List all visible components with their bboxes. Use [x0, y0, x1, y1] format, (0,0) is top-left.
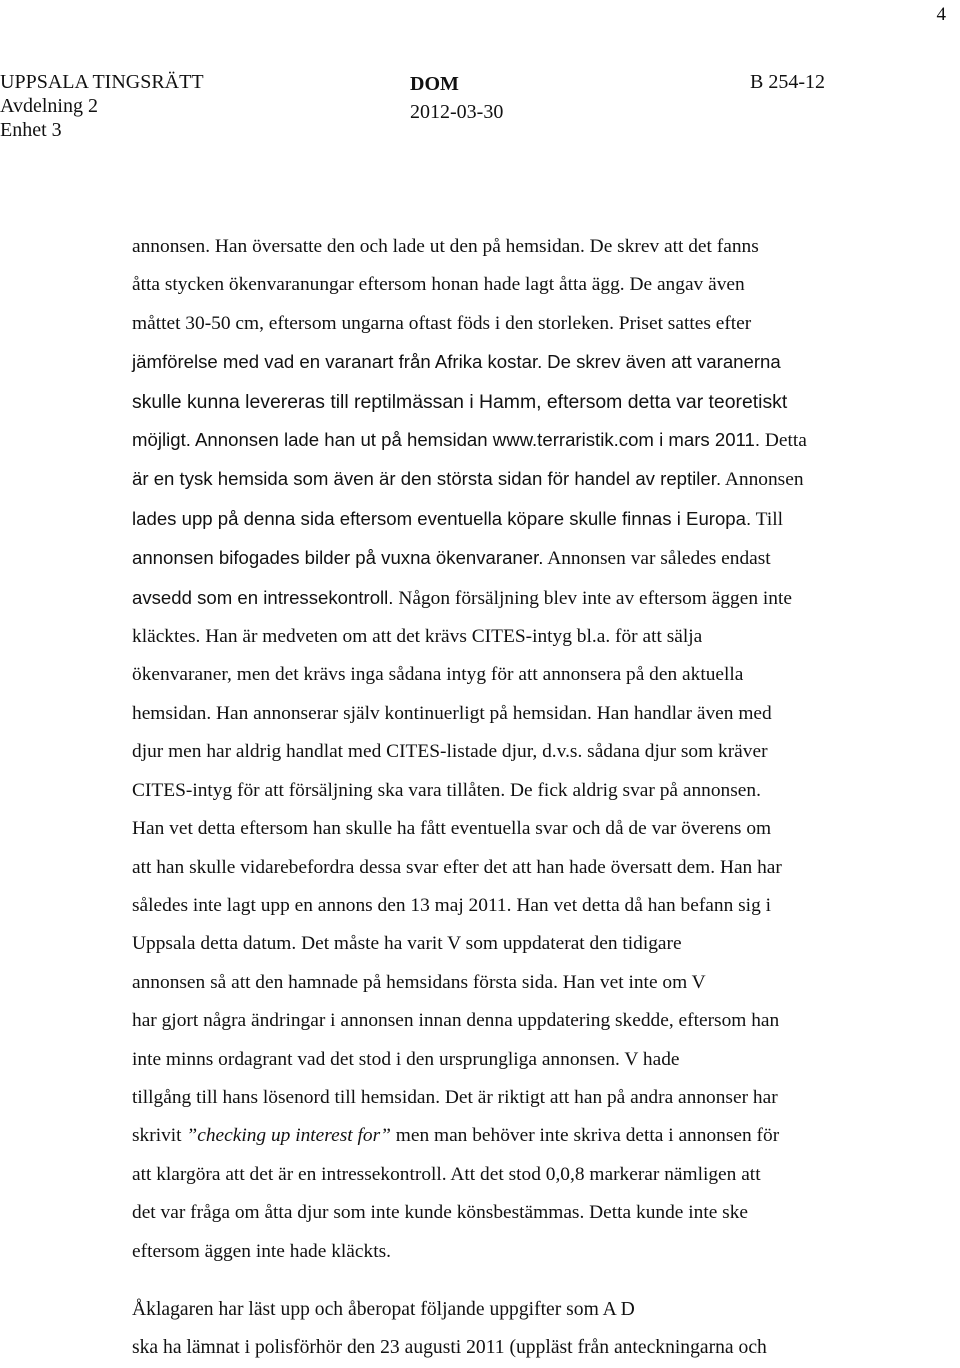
body-line: hemsidan. Han annonserar själv kontinuerligt på hemsidan. Han handlar även med — [132, 702, 772, 724]
body-line: djur men har aldrig handlat med CITES-listade djur, d.v.s. sådana djur som kräver — [132, 741, 768, 763]
body-line: det var fråga om åtta djur som inte kunde könsbestämmas. Detta kunde inte ske — [132, 1202, 749, 1224]
body-line-segment: kläcktes. Han är medveten om att det krävs CITES-intyg bl.a. — [132, 626, 611, 648]
document-type-header — [410, 70, 503, 126]
body-line-segment: De skrev även att varanerna — [547, 351, 781, 373]
body-paragraph — [132, 228, 892, 1271]
body-line: annonsen. Han översatte den och lade ut den på hemsidan. De skrev att det fanns — [132, 236, 759, 257]
body-line: inte minns ordagrant vad det stod i den ursprungliga annonsen. V hade — [132, 1048, 680, 1070]
body-line — [132, 421, 892, 460]
body-line — [132, 500, 892, 539]
body-line: CITES-intyg för att försäljning ska vara tillåten. De fick aldrig svar på annonsen. — [132, 779, 761, 801]
body-line — [132, 343, 892, 382]
quoted-phrase: ”checking up interest for” — [186, 1125, 391, 1147]
document-type: DOM — [410, 73, 459, 95]
body-line: har gjort några ändringar i annonsen innan denna uppdatering skedde, eftersom han — [132, 1010, 780, 1032]
body-line: Han vet detta eftersom han skulle ha fått eventuella svar och då de var överens om — [132, 818, 772, 840]
body-line-segment: Annonsen var således endast — [547, 548, 771, 570]
body-line-segment: möjligt. Annonsen lade han ut på hemsidan www.terraristik.com i mars 2011. — [132, 429, 761, 451]
bottom-line: ska ha lämnat i polisförhör den 23 augusti 2011 (uppläst från anteckningarna och — [132, 1337, 767, 1359]
court-header — [0, 70, 204, 142]
court-division: Avdelning 2 — [0, 95, 98, 117]
bottom-line: Åklagaren har läst upp och åberopat följande uppgifter som A D — [132, 1299, 635, 1320]
body-line — [132, 579, 892, 618]
body-line-segment: avsedd som en intressekontroll. — [132, 586, 394, 608]
body-line — [132, 1117, 892, 1155]
body-line-segment: lades upp på denna sida eftersom eventuella köpare skulle finnas i Europa. — [132, 507, 752, 529]
body-line-segment: men man behöver inte skriva detta i annonsen för — [395, 1125, 780, 1147]
body-line: annonsen så att den hamnade på hemsidans första sida. Han vet inte om V — [132, 971, 706, 993]
body-line — [132, 618, 892, 656]
body-line: åtta stycken ökenvaranungar eftersom honan hade lagt åtta ägg. De angav även — [132, 274, 745, 296]
body-line-segment: Annonsen — [724, 469, 804, 491]
body-line: ökenvaraner, men det krävs inga sådana intyg för att annonsera på den aktuella — [132, 664, 744, 686]
body-line-segment: Till — [755, 508, 783, 530]
body-line-segment: skrivit — [132, 1125, 182, 1147]
body-line — [132, 539, 892, 578]
bottom-paragraph — [132, 1291, 892, 1368]
body-line-segment: för att sälja — [615, 626, 703, 648]
body-line: Uppsala detta datum. Det måste ha varit V som uppdaterat den tidigare — [132, 933, 682, 955]
body-line: eftersom äggen inte hade kläckts. — [132, 1240, 391, 1262]
body-line: tillgång till hans lösenord till hemsidan. Det är riktigt att han på andra annonser har — [132, 1086, 778, 1108]
body-line — [132, 460, 892, 499]
body-line-segment: Detta — [764, 430, 807, 452]
body-line: måttet 30-50 cm, eftersom ungarna oftast föds i den storleken. Priset sattes efter — [132, 312, 752, 334]
page-number: 4 — [936, 4, 946, 25]
document-date: 2012-03-30 — [410, 101, 504, 123]
body-line: att klargöra att det är en intressekontroll. Att det stod 0,0,8 markerar nämligen att — [132, 1163, 761, 1185]
body-line: således inte lagt upp en annons den 13 maj 2011. Han vet detta då han befann sig i — [132, 894, 772, 916]
body-line: skulle kunna levereras till reptilmässan i Hamm, eftersom detta var teoretiskt — [132, 390, 788, 413]
body-line-segment: jämförelse med vad en varanart från Afrika kostar. — [132, 351, 543, 373]
court-name: UPPSALA TINGSRÄTT — [0, 71, 204, 93]
case-number: B 254-12 — [750, 71, 825, 93]
body-line: att han skulle vidarebefordra dessa svar efter det att han hade översatt dem. Han har — [132, 856, 782, 878]
body-line-segment: Någon försäljning blev inte av eftersom äggen inte — [398, 587, 792, 609]
body-line-segment: annonsen bifogades bilder på vuxna ökenvaraner. — [132, 547, 544, 569]
body-line-segment: är en tysk hemsida som även är den största sidan för handel av reptiler. — [132, 468, 722, 490]
court-unit: Enhet 3 — [0, 119, 62, 141]
